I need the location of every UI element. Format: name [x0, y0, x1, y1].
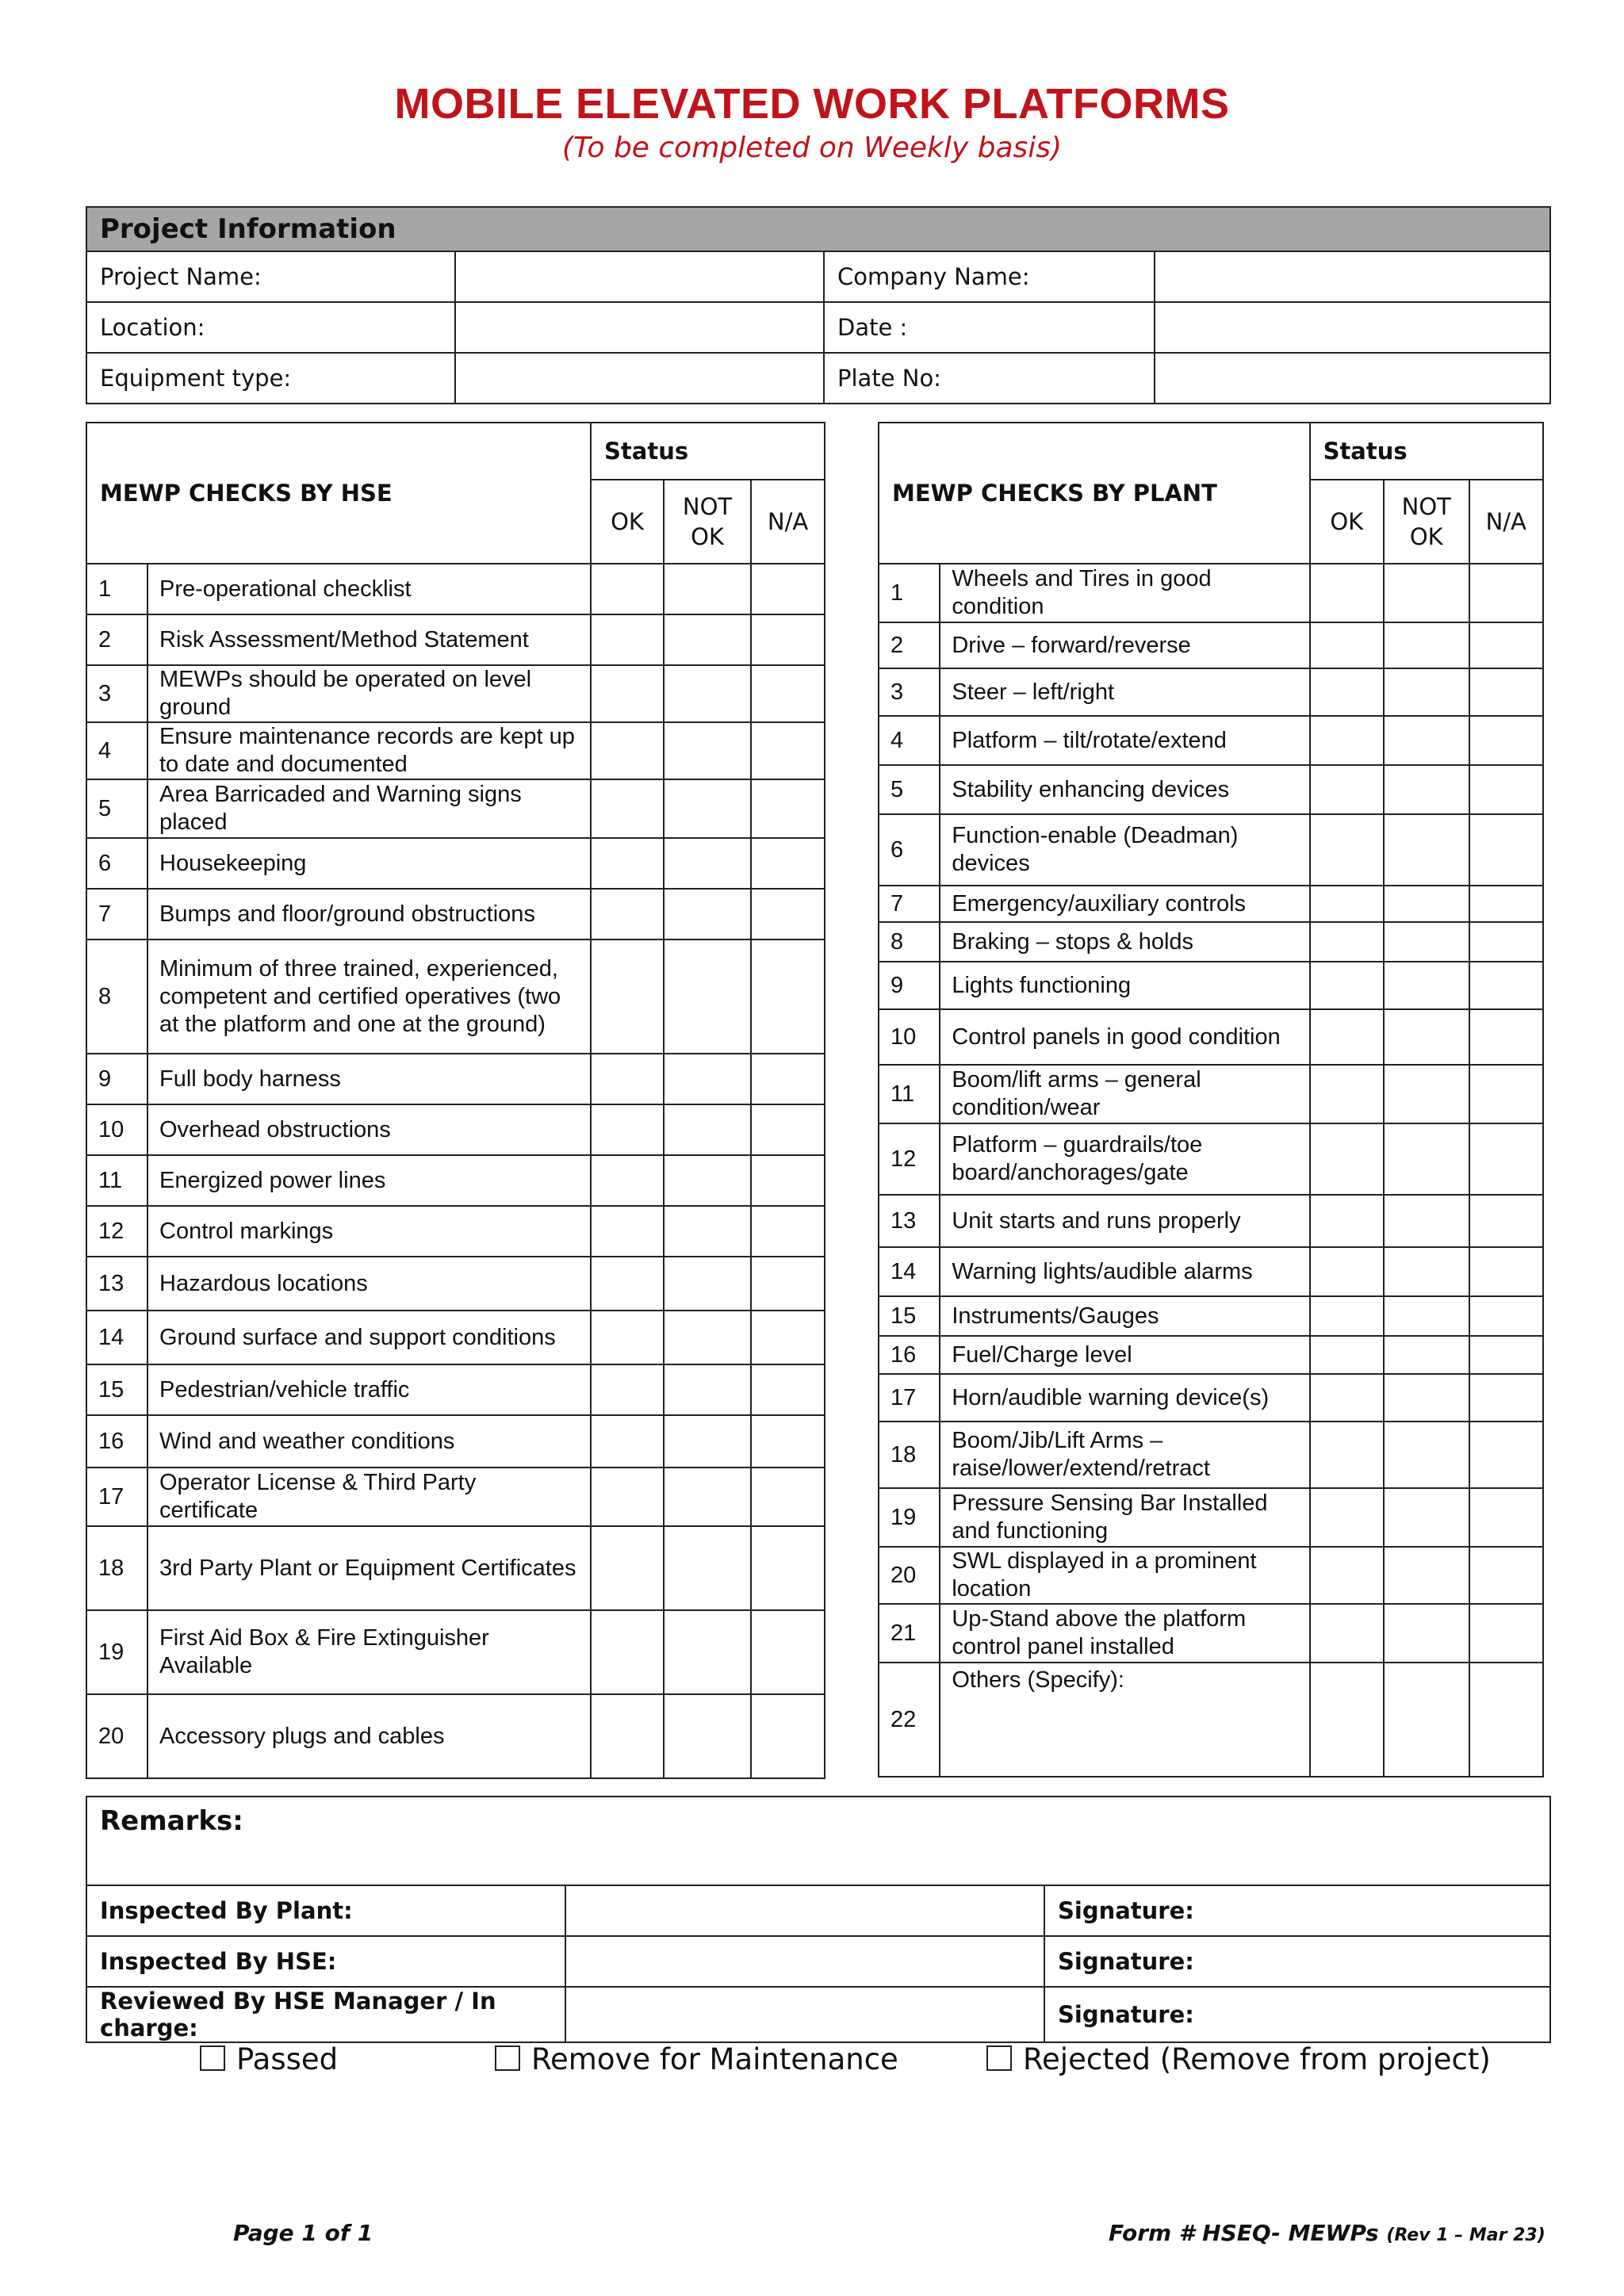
hse-not-ok-cell[interactable] [664, 665, 751, 722]
hse-na-cell[interactable] [751, 614, 825, 665]
page-number: Page 1 of 1 [233, 2220, 373, 2246]
hse-checks-table [86, 422, 825, 1779]
plant-ok-cell[interactable] [1310, 922, 1384, 962]
plant-ok-cell[interactable] [1310, 716, 1384, 765]
hse-na-cell[interactable] [751, 1610, 825, 1694]
hse-na-cell[interactable] [751, 1311, 825, 1364]
plant-item-label: Drive – forward/reverse [940, 622, 1309, 668]
plant-not-ok-cell[interactable] [1384, 1336, 1469, 1374]
plant-ok-header: OK [1310, 480, 1384, 564]
plant-na-cell[interactable] [1469, 716, 1544, 765]
reviewed-by-label: Reviewed By HSE Manager / In charge: [86, 1987, 565, 2042]
hse-item-number: 11 [86, 1155, 147, 1206]
hse-item-number: 5 [86, 779, 147, 838]
plant-ok-cell[interactable] [1310, 1604, 1384, 1663]
hse-na-cell[interactable] [751, 564, 825, 614]
plant-not-ok-cell[interactable] [1384, 1374, 1469, 1422]
hse-row [86, 1526, 825, 1610]
plant-row [879, 922, 1543, 962]
plant-item-number: 3 [879, 668, 940, 716]
hse-item-number: 16 [86, 1415, 147, 1468]
hse-status-heading: Status [591, 423, 825, 480]
hse-ok-cell[interactable] [591, 665, 664, 722]
hse-row [86, 1364, 825, 1415]
hse-not-ok-cell[interactable] [664, 889, 751, 939]
hse-not-ok-cell[interactable] [664, 1311, 751, 1364]
hse-ok-cell[interactable] [591, 889, 664, 939]
inspected-by-hse-field[interactable] [565, 1936, 1044, 1987]
plant-not-ok-cell[interactable] [1384, 1065, 1469, 1123]
plant-item-label: Function-enable (Deadman) devices [940, 814, 1309, 886]
plant-row [879, 1604, 1543, 1663]
plant-na-cell[interactable] [1469, 668, 1544, 716]
plant-item-number: 2 [879, 622, 940, 668]
plant-item-label: Boom/lift arms – general condition/wear [940, 1065, 1309, 1123]
plant-ok-cell[interactable] [1310, 1374, 1384, 1422]
plant-ok-cell[interactable] [1310, 1009, 1384, 1065]
plant-item-number: 14 [879, 1247, 940, 1296]
hse-item-label: 3rd Party Plant or Equipment Certificates [147, 1526, 591, 1610]
plant-na-cell[interactable] [1469, 1065, 1544, 1123]
plant-ok-cell[interactable] [1310, 1195, 1384, 1247]
plant-item-number: 22 [879, 1663, 940, 1777]
plant-item-label: SWL displayed in a prominent location [940, 1547, 1309, 1604]
hse-row [86, 889, 825, 939]
hse-ok-cell[interactable] [591, 779, 664, 838]
location-field[interactable] [455, 302, 824, 353]
plate-no-label: Plate No: [824, 353, 1155, 404]
hse-na-cell[interactable] [751, 1694, 825, 1778]
plant-ok-cell[interactable] [1310, 765, 1384, 814]
hse-row [86, 1610, 825, 1694]
plant-ok-cell[interactable] [1310, 564, 1384, 622]
hse-row [86, 779, 825, 838]
hse-row [86, 1054, 825, 1104]
plant-row [879, 564, 1543, 622]
plant-not-ok-cell[interactable] [1384, 1009, 1469, 1065]
plant-not-ok-cell[interactable] [1384, 622, 1469, 668]
plant-not-ok-cell[interactable] [1384, 1488, 1469, 1547]
plant-ok-cell[interactable] [1310, 668, 1384, 716]
plant-na-cell[interactable] [1469, 1374, 1544, 1422]
hse-item-label: Ground surface and support conditions [147, 1311, 591, 1364]
hse-ok-cell[interactable] [591, 1364, 664, 1415]
hse-ok-cell[interactable] [591, 1311, 664, 1364]
plant-na-cell[interactable] [1469, 886, 1544, 922]
hse-item-label: Hazardous locations [147, 1257, 591, 1311]
plant-na-cell[interactable] [1469, 1336, 1544, 1374]
hse-not-ok-cell[interactable] [664, 1610, 751, 1694]
plant-item-number: 9 [879, 962, 940, 1009]
maintenance-checkbox[interactable] [495, 2045, 520, 2071]
plant-na-cell[interactable] [1469, 1009, 1544, 1065]
hse-na-cell[interactable] [751, 779, 825, 838]
hse-ok-cell[interactable] [591, 1415, 664, 1468]
hse-item-number: 2 [86, 614, 147, 665]
plant-na-cell[interactable] [1469, 814, 1544, 886]
plant-row [879, 1195, 1543, 1247]
plant-na-cell[interactable] [1469, 1123, 1544, 1195]
hse-not-ok-cell[interactable] [664, 1526, 751, 1610]
plant-na-cell[interactable] [1469, 1604, 1544, 1663]
plant-row [879, 668, 1543, 716]
plant-item-number: 18 [879, 1422, 940, 1488]
plant-item-number: 21 [879, 1604, 940, 1663]
plant-ok-cell[interactable] [1310, 1488, 1384, 1547]
plant-item-label: Up-Stand above the platform control panel installed [940, 1604, 1309, 1663]
plant-ok-cell[interactable] [1310, 1247, 1384, 1296]
hse-na-cell[interactable] [751, 1257, 825, 1311]
hse-ok-cell[interactable] [591, 1206, 664, 1257]
hse-ok-cell[interactable] [591, 1104, 664, 1155]
plant-item-label: Horn/audible warning device(s) [940, 1374, 1309, 1422]
hse-row [86, 1104, 825, 1155]
hse-item-label: Bumps and floor/ground obstructions [147, 889, 591, 939]
reviewed-by-field[interactable] [565, 1987, 1044, 2042]
plant-ok-cell[interactable] [1310, 1663, 1384, 1777]
manager-signature-field[interactable]: Signature: [1044, 1987, 1550, 2042]
plant-not-ok-cell[interactable] [1384, 886, 1469, 922]
hse-item-label: Housekeeping [147, 838, 591, 889]
hse-not-ok-cell[interactable] [664, 838, 751, 889]
hse-not-ok-cell[interactable] [664, 614, 751, 665]
hse-not-ok-cell[interactable] [664, 1257, 751, 1311]
hse-ok-header: OK [591, 480, 664, 564]
date-label: Date : [824, 302, 1155, 353]
hse-na-cell[interactable] [751, 889, 825, 939]
plant-item-label: Platform – guardrails/toe board/anchorages/gate [940, 1123, 1309, 1195]
hse-na-cell[interactable] [751, 1468, 825, 1526]
plant-row [879, 716, 1543, 765]
plant-row [879, 1009, 1543, 1065]
plant-item-label: Platform – tilt/rotate/extend [940, 716, 1309, 765]
hse-not-ok-cell[interactable] [664, 1415, 751, 1468]
plant-item-label: Braking – stops & holds [940, 922, 1309, 962]
plant-ok-cell[interactable] [1310, 1123, 1384, 1195]
hse-row [86, 614, 825, 665]
hse-na-cell[interactable] [751, 1526, 825, 1610]
plant-not-ok-cell[interactable] [1384, 1604, 1469, 1663]
plant-item-number: 6 [879, 814, 940, 886]
hse-item-label: Accessory plugs and cables [147, 1694, 591, 1778]
plant-na-cell[interactable] [1469, 1488, 1544, 1547]
hse-checks-heading: MEWP CHECKS BY HSE [86, 423, 591, 564]
hse-ok-cell[interactable] [591, 614, 664, 665]
hse-item-number: 15 [86, 1364, 147, 1415]
plant-item-label: Emergency/auxiliary controls [940, 886, 1309, 922]
plant-ok-cell[interactable] [1310, 814, 1384, 886]
plant-not-ok-cell[interactable] [1384, 668, 1469, 716]
plant-row [879, 886, 1543, 922]
hse-na-cell[interactable] [751, 1155, 825, 1206]
hse-ok-cell[interactable] [591, 1610, 664, 1694]
plant-row [879, 814, 1543, 886]
plant-not-ok-cell[interactable] [1384, 814, 1469, 886]
plant-item-label: Boom/Jib/Lift Arms – raise/lower/extend/retract [940, 1422, 1309, 1488]
plant-item-label: Unit starts and runs properly [940, 1195, 1309, 1247]
plant-ok-cell[interactable] [1310, 1296, 1384, 1336]
plant-ok-cell[interactable] [1310, 1336, 1384, 1374]
plant-not-ok-cell[interactable] [1384, 1422, 1469, 1488]
hse-not-ok-cell[interactable] [664, 1468, 751, 1526]
hse-item-number: 13 [86, 1257, 147, 1311]
hse-row [86, 1415, 825, 1468]
plant-row [879, 622, 1543, 668]
plant-not-ok-cell[interactable] [1384, 765, 1469, 814]
plant-row [879, 962, 1543, 1009]
hse-item-label: Overhead obstructions [147, 1104, 591, 1155]
hse-row [86, 665, 825, 722]
hse-not-ok-cell[interactable] [664, 564, 751, 614]
plant-na-cell[interactable] [1469, 1663, 1544, 1777]
hse-na-header: N/A [751, 480, 825, 564]
plant-item-label: Instruments/Gauges [940, 1296, 1309, 1336]
plant-row [879, 1488, 1543, 1547]
hse-not-ok-header: NOT OK [664, 480, 751, 564]
hse-row [86, 838, 825, 889]
plant-ok-cell[interactable] [1310, 886, 1384, 922]
plant-item-label: Control panels in good condition [940, 1009, 1309, 1065]
hse-row [86, 1694, 825, 1778]
plant-not-ok-cell[interactable] [1384, 564, 1469, 622]
plant-ok-cell[interactable] [1310, 1547, 1384, 1604]
hse-item-label: Operator License & Third Party certificate [147, 1468, 591, 1526]
plant-item-number: 20 [879, 1547, 940, 1604]
plant-row [879, 1374, 1543, 1422]
date-field[interactable] [1155, 302, 1550, 353]
hse-ok-cell[interactable] [591, 838, 664, 889]
company-name-field[interactable] [1155, 251, 1550, 302]
plant-checks-heading: MEWP CHECKS BY PLANT [879, 423, 1310, 564]
plant-na-cell[interactable] [1469, 622, 1544, 668]
hse-row [86, 1257, 825, 1311]
plant-item-label: Fuel/Charge level [940, 1336, 1309, 1374]
hse-row [86, 1206, 825, 1257]
plant-row [879, 765, 1543, 814]
hse-ok-cell[interactable] [591, 1054, 664, 1104]
equipment-type-label: Equipment type: [86, 353, 455, 404]
plant-ok-cell[interactable] [1310, 622, 1384, 668]
hse-na-cell[interactable] [751, 1364, 825, 1415]
plant-item-number: 4 [879, 716, 940, 765]
hse-item-label: Ensure maintenance records are kept up to date and documented [147, 722, 591, 779]
plant-not-ok-cell[interactable] [1384, 716, 1469, 765]
plant-not-ok-cell[interactable] [1384, 962, 1469, 1009]
equipment-type-field[interactable] [455, 353, 824, 404]
maintenance-option[interactable]: Remove for Maintenance [495, 2042, 898, 2076]
hse-na-cell[interactable] [751, 1054, 825, 1104]
remarks-field[interactable]: Remarks: [86, 1797, 1550, 1885]
plant-item-label: Pressure Sensing Bar Installed and functioning [940, 1488, 1309, 1547]
plant-not-ok-header: NOT OK [1384, 480, 1469, 564]
inspected-by-hse-label: Inspected By HSE: [86, 1936, 565, 1987]
hse-na-cell[interactable] [751, 1206, 825, 1257]
company-name-label: Company Name: [824, 251, 1155, 302]
project-name-field[interactable] [455, 251, 824, 302]
plant-item-number: 1 [879, 564, 940, 622]
form-number: Form # HSEQ- MEWPs (Rev 1 – Mar 23) [1109, 2220, 1545, 2246]
hse-ok-cell[interactable] [591, 722, 664, 779]
project-info-heading: Project Information [86, 207, 1550, 251]
hse-item-number: 7 [86, 889, 147, 939]
hse-row [86, 722, 825, 779]
hse-ok-cell[interactable] [591, 939, 664, 1054]
plant-row [879, 1422, 1543, 1488]
hse-item-label: Pre-operational checklist [147, 564, 591, 614]
plant-row [879, 1065, 1543, 1123]
hse-item-label: Minimum of three trained, experienced, competent and certified operatives (two at the platform and one at the ground) [147, 939, 591, 1054]
hse-not-ok-cell[interactable] [664, 1364, 751, 1415]
hse-ok-cell[interactable] [591, 1694, 664, 1778]
hse-item-number: 20 [86, 1694, 147, 1778]
plant-not-ok-cell[interactable] [1384, 922, 1469, 962]
hse-item-number: 19 [86, 1610, 147, 1694]
hse-item-number: 1 [86, 564, 147, 614]
hse-item-number: 12 [86, 1206, 147, 1257]
plant-na-cell[interactable] [1469, 1296, 1544, 1336]
hse-item-number: 4 [86, 722, 147, 779]
location-label: Location: [86, 302, 455, 353]
plant-checks-table [878, 422, 1544, 1777]
hse-na-cell[interactable] [751, 838, 825, 889]
plant-row [879, 1296, 1543, 1336]
hse-item-label: First Aid Box & Fire Extinguisher Available [147, 1610, 591, 1694]
plant-ok-cell[interactable] [1310, 962, 1384, 1009]
hse-ok-cell[interactable] [591, 564, 664, 614]
rejected-checkbox[interactable] [986, 2045, 1012, 2071]
hse-na-cell[interactable] [751, 1415, 825, 1468]
plant-item-label: Others (Specify): [940, 1663, 1309, 1777]
plant-not-ok-cell[interactable] [1384, 1247, 1469, 1296]
hse-item-label: Risk Assessment/Method Statement [147, 614, 591, 665]
hse-item-number: 9 [86, 1054, 147, 1104]
plant-item-label: Stability enhancing devices [940, 765, 1309, 814]
plant-na-cell[interactable] [1469, 1547, 1544, 1604]
hse-item-number: 18 [86, 1526, 147, 1610]
plant-item-number: 11 [879, 1065, 940, 1123]
plant-row [879, 1547, 1543, 1604]
plant-not-ok-cell[interactable] [1384, 1296, 1469, 1336]
plant-row [879, 1123, 1543, 1195]
hse-ok-cell[interactable] [591, 1257, 664, 1311]
hse-na-cell[interactable] [751, 1104, 825, 1155]
plant-not-ok-cell[interactable] [1384, 1663, 1469, 1777]
plant-not-ok-cell[interactable] [1384, 1547, 1469, 1604]
hse-item-label: Full body harness [147, 1054, 591, 1104]
plant-item-number: 16 [879, 1336, 940, 1374]
plant-item-number: 8 [879, 922, 940, 962]
plant-na-header: N/A [1469, 480, 1544, 564]
plant-na-cell[interactable] [1469, 1195, 1544, 1247]
hse-item-label: Wind and weather conditions [147, 1415, 591, 1468]
form-title: MOBILE ELEVATED WORK PLATFORMS [394, 80, 1230, 128]
plant-item-number: 12 [879, 1123, 940, 1195]
hse-item-label: MEWPs should be operated on level ground [147, 665, 591, 722]
hse-item-label: Energized power lines [147, 1155, 591, 1206]
hse-item-number: 17 [86, 1468, 147, 1526]
hse-not-ok-cell[interactable] [664, 1155, 751, 1206]
hse-row [86, 1311, 825, 1364]
plant-item-label: Warning lights/audible alarms [940, 1247, 1309, 1296]
plant-status-heading: Status [1310, 423, 1543, 480]
hse-not-ok-cell[interactable] [664, 779, 751, 838]
hse-item-label: Control markings [147, 1206, 591, 1257]
plant-ok-cell[interactable] [1310, 1065, 1384, 1123]
hse-na-cell[interactable] [751, 722, 825, 779]
hse-ok-cell[interactable] [591, 1526, 664, 1610]
hse-item-label: Pedestrian/vehicle traffic [147, 1364, 591, 1415]
plant-not-ok-cell[interactable] [1384, 1123, 1469, 1195]
inspected-by-plant-field[interactable] [565, 1885, 1044, 1936]
hse-row [86, 1468, 825, 1526]
plant-na-cell[interactable] [1469, 922, 1544, 962]
hse-not-ok-cell[interactable] [664, 1694, 751, 1778]
plant-item-number: 13 [879, 1195, 940, 1247]
hse-item-label: Area Barricaded and Warning signs placed [147, 779, 591, 838]
hse-ok-cell[interactable] [591, 1468, 664, 1526]
plant-na-cell[interactable] [1469, 1422, 1544, 1488]
hse-signature-field[interactable]: Signature: [1044, 1936, 1550, 1987]
hse-na-cell[interactable] [751, 665, 825, 722]
hse-not-ok-cell[interactable] [664, 939, 751, 1054]
hse-not-ok-cell[interactable] [664, 722, 751, 779]
plant-item-number: 15 [879, 1296, 940, 1336]
hse-item-number: 3 [86, 665, 147, 722]
hse-not-ok-cell[interactable] [664, 1206, 751, 1257]
plant-row [879, 1663, 1543, 1777]
hse-row [86, 1155, 825, 1206]
plant-signature-field[interactable]: Signature: [1044, 1885, 1550, 1936]
hse-na-cell[interactable] [751, 939, 825, 1054]
plant-item-number: 10 [879, 1009, 940, 1065]
plant-row [879, 1336, 1543, 1374]
hse-item-number: 6 [86, 838, 147, 889]
hse-row [86, 939, 825, 1054]
signoff-table [86, 1796, 1551, 2043]
project-info-table [86, 206, 1551, 404]
inspected-by-plant-label: Inspected By Plant: [86, 1885, 565, 1936]
plant-item-label: Wheels and Tires in good condition [940, 564, 1309, 622]
plant-item-label: Steer – left/right [940, 668, 1309, 716]
plant-na-cell[interactable] [1469, 962, 1544, 1009]
passed-checkbox[interactable] [200, 2045, 225, 2071]
hse-ok-cell[interactable] [591, 1155, 664, 1206]
plant-na-cell[interactable] [1469, 1247, 1544, 1296]
plant-na-cell[interactable] [1469, 564, 1544, 622]
plant-na-cell[interactable] [1469, 765, 1544, 814]
rejected-option[interactable]: Rejected (Remove from project) [986, 2042, 1491, 2076]
plate-no-field[interactable] [1155, 353, 1550, 404]
plant-not-ok-cell[interactable] [1384, 1195, 1469, 1247]
form-subtitle: (To be completed on Weekly basis) [561, 132, 1063, 164]
hse-item-number: 8 [86, 939, 147, 1054]
plant-item-number: 17 [879, 1374, 940, 1422]
hse-row [86, 564, 825, 614]
hse-not-ok-cell[interactable] [664, 1054, 751, 1104]
hse-item-number: 14 [86, 1311, 147, 1364]
plant-ok-cell[interactable] [1310, 1422, 1384, 1488]
plant-item-label: Lights functioning [940, 962, 1309, 1009]
plant-item-number: 7 [879, 886, 940, 922]
plant-row [879, 1247, 1543, 1296]
project-name-label: Project Name: [86, 251, 455, 302]
hse-item-number: 10 [86, 1104, 147, 1155]
plant-item-number: 19 [879, 1488, 940, 1547]
passed-option[interactable]: Passed [200, 2042, 338, 2076]
hse-not-ok-cell[interactable] [664, 1104, 751, 1155]
plant-item-number: 5 [879, 765, 940, 814]
